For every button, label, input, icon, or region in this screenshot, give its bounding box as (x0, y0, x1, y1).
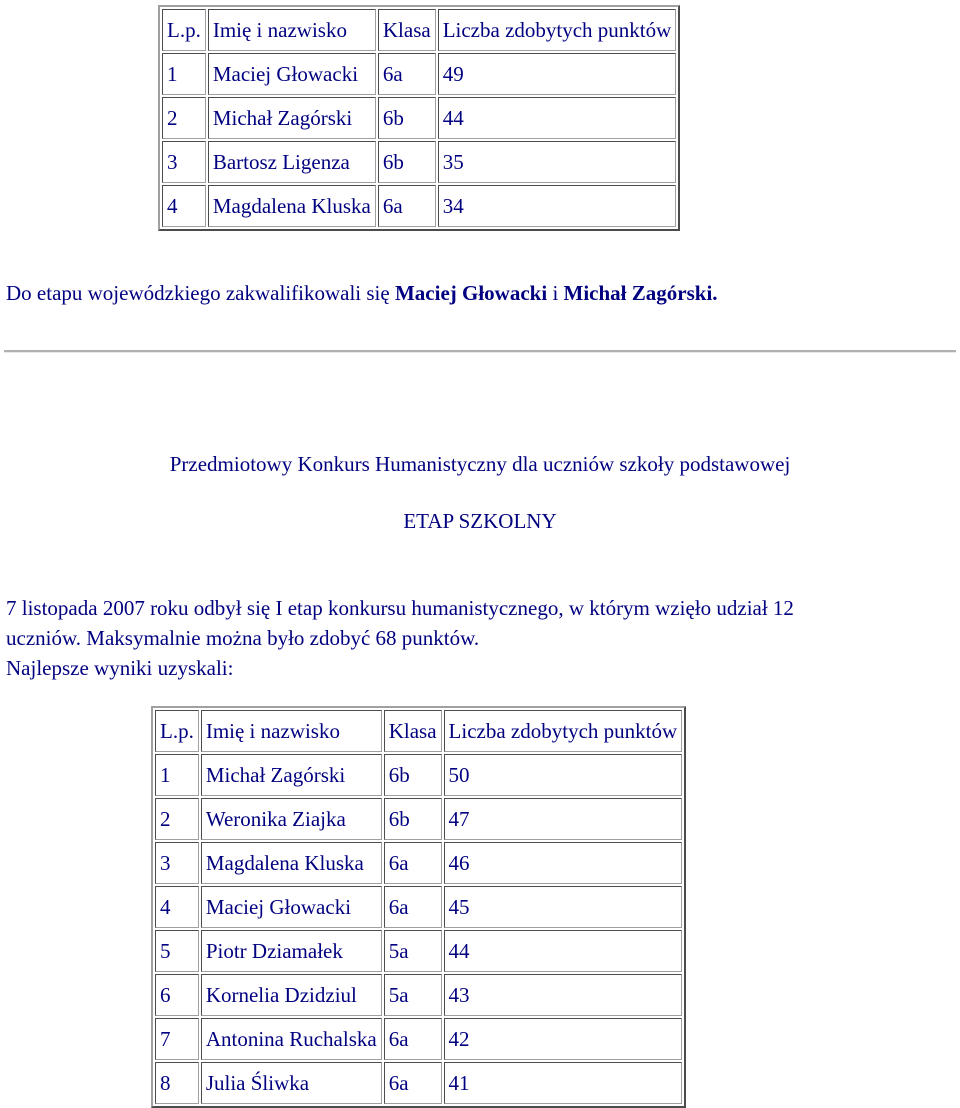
table-row (155, 798, 682, 840)
table-cell: 6b (378, 141, 436, 183)
column-header: Klasa (378, 9, 436, 51)
table-cell: 8 (155, 1062, 199, 1104)
table-cell: 4 (162, 185, 206, 227)
table-cell: 6a (378, 53, 436, 95)
table-cell: 4 (155, 886, 199, 928)
results-table-body (162, 9, 676, 227)
table-cell: 6b (384, 754, 442, 796)
qualified-conj: i (547, 281, 564, 305)
table-cell: 44 (444, 930, 683, 972)
table-cell: 44 (438, 97, 677, 139)
table-row (155, 842, 682, 884)
qualified-prefix: Do etapu wojewódzkiego zakwalifikowali się (6, 281, 395, 305)
column-header: Liczba zdobytych punktów (444, 710, 683, 752)
table-cell: Magdalena Kluska (208, 185, 376, 227)
column-header: L.p. (162, 9, 206, 51)
table-header-row (155, 710, 682, 752)
table-cell: Maciej Głowacki (201, 886, 382, 928)
table-cell: 42 (444, 1018, 683, 1060)
intro-line-1: 7 listopada 2007 roku odbył się I etap konkursu humanistycznego, w którym wzięło udział 12 (6, 596, 794, 620)
table-cell: 3 (155, 842, 199, 884)
contest-title: Przedmiotowy Konkurs Humanistyczny dla uczniów szkoły podstawowej (169, 452, 791, 476)
table-cell: Magdalena Kluska (201, 842, 382, 884)
qualified-sentence (6, 280, 960, 306)
table-cell: 6 (155, 974, 199, 1016)
table-cell: 6a (384, 1062, 442, 1104)
table-cell: 6a (384, 842, 442, 884)
table-row (162, 97, 676, 139)
table-cell: 7 (155, 1018, 199, 1060)
table-cell: 5 (155, 930, 199, 972)
column-header: L.p. (155, 710, 199, 752)
table-cell: 2 (155, 798, 199, 840)
table-cell: Weronika Ziajka (201, 798, 382, 840)
results-table-voivodeship (158, 5, 680, 231)
column-header: Imię i nazwisko (208, 9, 376, 51)
intro-line-2: uczniów. Maksymalnie można było zdobyć 68 punktów. (6, 626, 480, 650)
table-row (155, 930, 682, 972)
table-cell: 35 (438, 141, 677, 183)
qualified-name-1: Maciej Głowacki (394, 281, 548, 305)
table-cell: 6a (384, 1018, 442, 1060)
column-header: Liczba zdobytych punktów (438, 9, 677, 51)
table-cell: 47 (444, 798, 683, 840)
column-header: Klasa (384, 710, 442, 752)
table-cell: Bartosz Ligenza (208, 141, 376, 183)
table-cell: Maciej Głowacki (208, 53, 376, 95)
table-row (155, 886, 682, 928)
table-row (155, 1018, 682, 1060)
table-cell: 1 (155, 754, 199, 796)
table-cell: 34 (438, 185, 677, 227)
table-header-row (162, 9, 676, 51)
results-table-school (151, 706, 686, 1108)
table-cell: Michał Zagórski (208, 97, 376, 139)
table-cell: Antonina Ruchalska (201, 1018, 382, 1060)
table-cell: 3 (162, 141, 206, 183)
qualified-name-2: Michał Zagórski. (563, 281, 718, 305)
table-cell: 6b (378, 97, 436, 139)
table-cell: 50 (444, 754, 683, 796)
table-row (162, 141, 676, 183)
table-row (155, 754, 682, 796)
table-cell: 6b (384, 798, 442, 840)
table-cell: 45 (444, 886, 683, 928)
table-cell: 41 (444, 1062, 683, 1104)
table-row (162, 185, 676, 227)
table-cell: Kornelia Dzidziul (201, 974, 382, 1016)
table-cell: Michał Zagórski (201, 754, 382, 796)
table-cell: 49 (438, 53, 677, 95)
intro-line-3: Najlepsze wyniki uzyskali: (6, 656, 234, 680)
stage-label: ETAP SZKOLNY (403, 509, 557, 533)
column-header: Imię i nazwisko (201, 710, 382, 752)
table-cell: 43 (444, 974, 683, 1016)
table-cell: 5a (384, 974, 442, 1016)
table-cell: 6a (378, 185, 436, 227)
table-cell: Piotr Dziamałek (201, 930, 382, 972)
results-table-body (155, 710, 682, 1104)
table-row (155, 974, 682, 1016)
table-row (155, 1062, 682, 1104)
section-divider (4, 350, 956, 353)
table-cell: 1 (162, 53, 206, 95)
table-cell: 46 (444, 842, 683, 884)
table-row (162, 53, 676, 95)
table-cell: 5a (384, 930, 442, 972)
table-cell: Julia Śliwka (201, 1062, 382, 1104)
table-cell: 2 (162, 97, 206, 139)
table-cell: 6a (384, 886, 442, 928)
